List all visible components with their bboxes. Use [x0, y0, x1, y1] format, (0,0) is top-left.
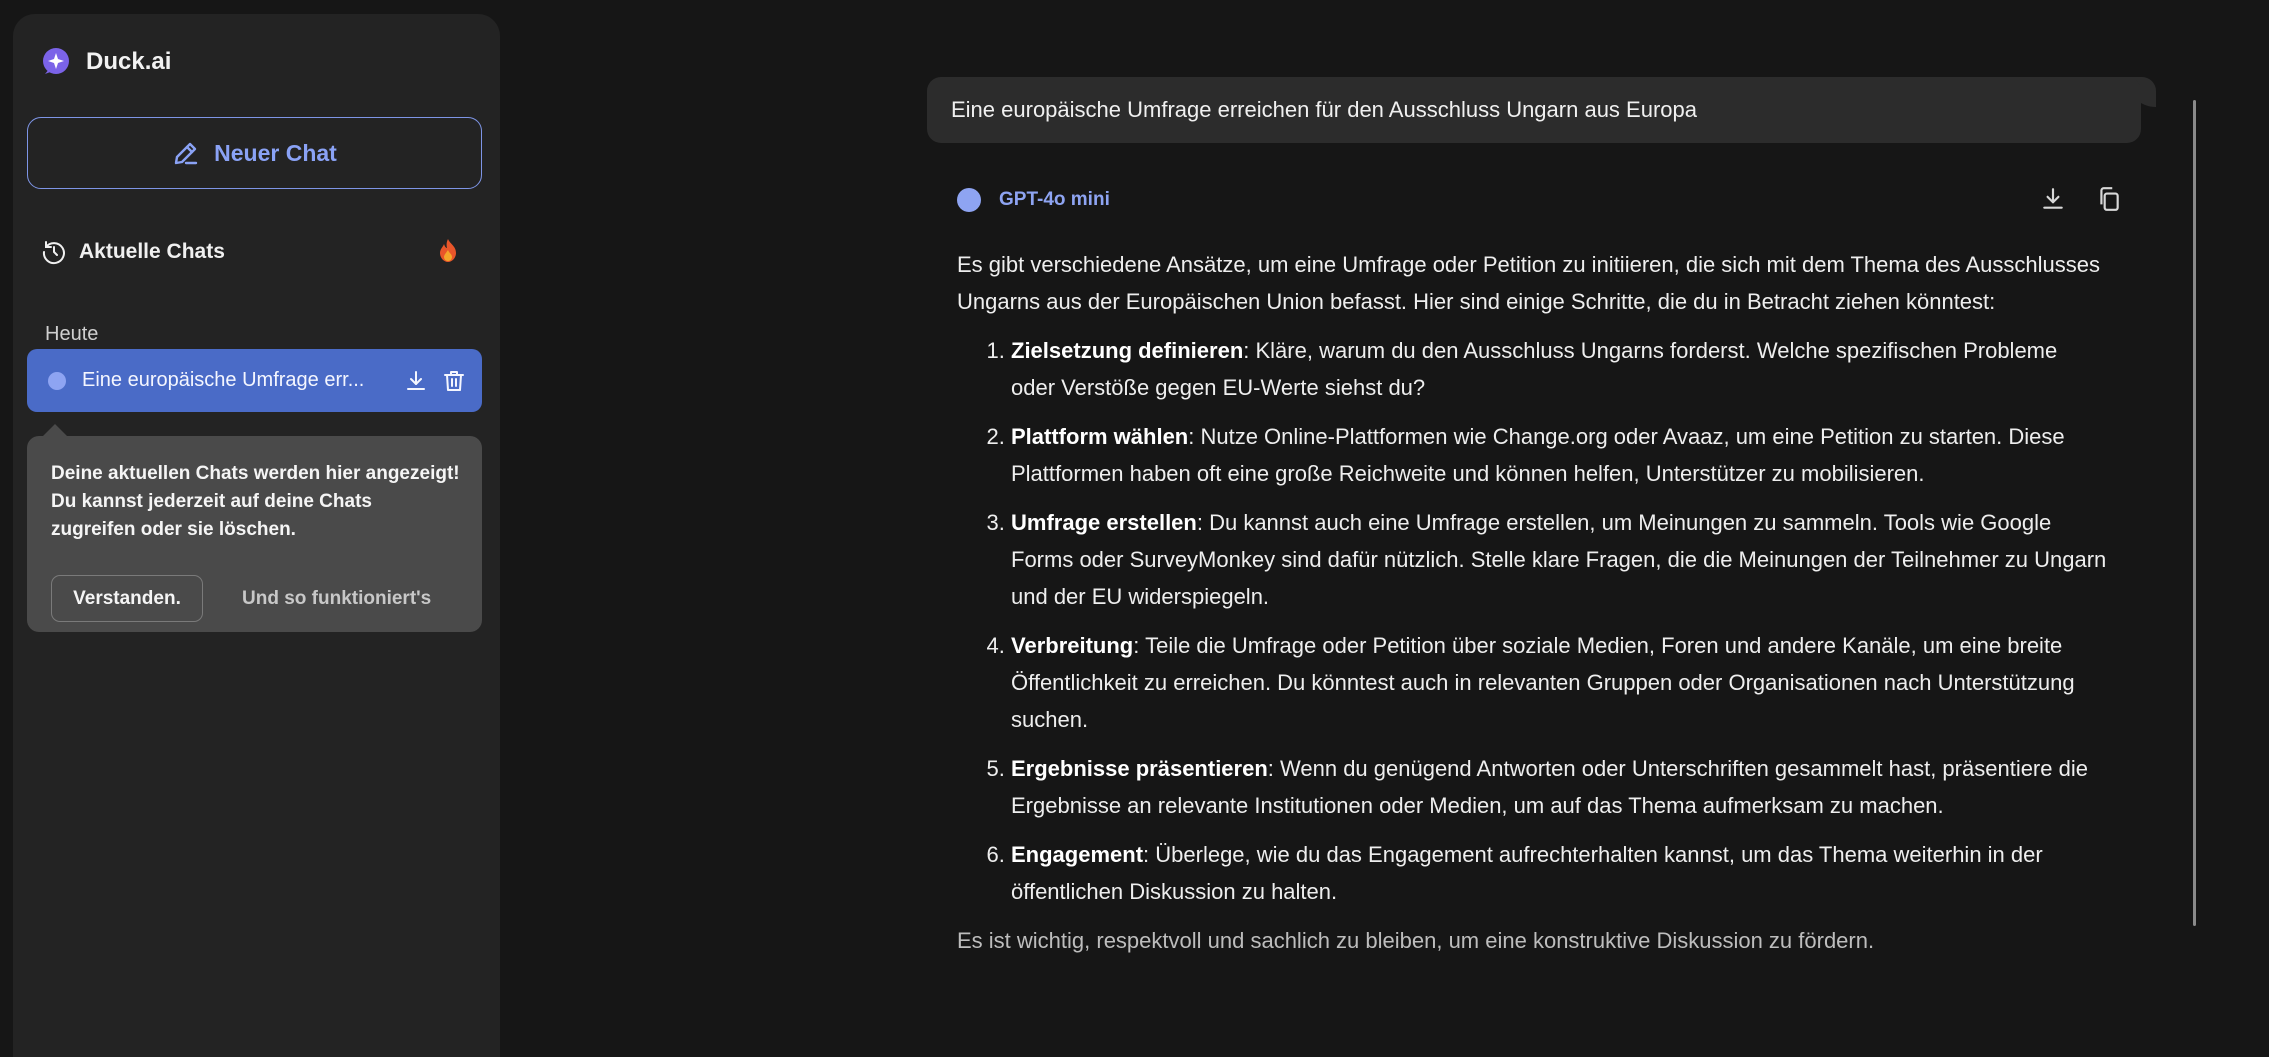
step-title: Verbreitung	[1011, 633, 1134, 658]
pencil-icon	[172, 139, 200, 167]
step-text: : Überlege, wie du das Engagement aufrechterhalten kannst, um das Thema weiterhin in der öffentlichen Diskussion zu halten.	[1011, 842, 2043, 904]
step-title: Zielsetzung definieren	[1011, 338, 1244, 363]
step-text: : Du kannst auch eine Umfrage erstellen, um Meinungen zu sammeln. Tools wie Google Forms oder SurveyMonkey sind dafür nützlich. Stelle klare Fragen, die die Meinungen der Teilnehmer zu Ungarn und der EU widerspiegeln.	[1011, 510, 2107, 609]
fire-icon[interactable]	[436, 237, 460, 269]
answer-intro: Es gibt verschiedene Ansätze, um eine Umfrage oder Petition zu initiieren, die sich mit dem Thema des Ausschlusses Ungarns aus der Europäischen Union befasst. Hier sind einige Schritte, die du in Betracht ziehen könntest:	[957, 252, 2100, 314]
answer-closing: Es ist wichtig, respektvoll und sachlich zu bleiben, um eine konstruktive Diskussion zu fördern.	[957, 928, 1875, 953]
new-chat-label: Neuer Chat	[214, 139, 337, 166]
answer-step	[1011, 627, 2107, 738]
step-text: : Teile die Umfrage oder Petition über soziale Medien, Foren und andere Kanäle, um eine breite Öffentlichkeit zu erreichen. Du könntest auch in relevanten Gruppen oder Organisationen nach Unterstützung suchen.	[1011, 633, 2075, 732]
user-message-text: Eine europäische Umfrage erreichen für den Ausschluss Ungarn aus Europa	[951, 97, 1697, 122]
recent-chats-title: Aktuelle Chats	[79, 240, 225, 263]
answer-step	[1011, 418, 2107, 492]
chat-list-item[interactable]	[27, 349, 482, 412]
step-text: : Kläre, warum du den Ausschluss Ungarns forderst. Welche spezifischen Probleme oder Verstöße gegen EU-Werte siehst du?	[1011, 338, 2058, 400]
answer-step	[1011, 332, 2107, 406]
chat-item-title: Eine europäische Umfrage err...	[82, 369, 365, 391]
model-avatar	[957, 188, 981, 212]
brand[interactable]	[41, 47, 171, 77]
scrollbar[interactable]	[2193, 100, 2196, 926]
step-text: : Nutze Online-Plattformen wie Change.org oder Avaaz, um eine Petition zu starten. Diese Plattformen haben oft eine große Reichweite und können helfen, Unterstützer zu mobilisieren.	[1011, 424, 2065, 486]
tooltip-text: Deine aktuellen Chats werden hier angezeigt! Du kannst jederzeit auf deine Chats zugreifen oder sie löschen.	[51, 463, 460, 540]
new-chat-button[interactable]	[27, 117, 482, 189]
step-title: Engagement	[1011, 842, 1144, 867]
message-actions	[2040, 186, 2122, 212]
recent-chats-header	[41, 239, 225, 265]
chat-item-actions	[404, 369, 466, 393]
recent-chats-tooltip	[27, 436, 482, 632]
history-icon	[41, 239, 67, 265]
trash-icon[interactable]	[442, 369, 466, 393]
step-title: Plattform wählen	[1011, 424, 1189, 449]
user-message	[927, 77, 2141, 143]
answer-step	[1011, 836, 2107, 910]
step-title: Ergebnisse präsentieren	[1011, 756, 1268, 781]
answer-steps	[957, 332, 2107, 910]
chat-model-dot	[48, 372, 66, 390]
copy-icon[interactable]	[2096, 186, 2122, 212]
step-text: : Wenn du genügend Antworten oder Unterschriften gesammelt hast, präsentiere die Ergebnisse an relevante Institutionen oder Medien, um auf das Thema aufmerksam zu machen.	[1011, 756, 2088, 818]
sidebar	[13, 14, 500, 1057]
answer-step	[1011, 750, 2107, 824]
step-title: Umfrage erstellen	[1011, 510, 1197, 535]
model-header	[957, 188, 1110, 212]
model-name: GPT-4o mini	[999, 189, 1110, 210]
download-icon[interactable]	[404, 369, 428, 393]
answer-step	[1011, 504, 2107, 615]
brand-name: Duck.ai	[86, 48, 172, 75]
duck-ai-logo-icon	[41, 47, 71, 77]
tooltip-ok-button[interactable]: Verstanden.	[51, 575, 203, 622]
download-icon[interactable]	[2040, 186, 2066, 212]
tooltip-how-link[interactable]: Und so funktioniert's	[242, 588, 432, 609]
bottom-fade	[900, 960, 2200, 1057]
today-label: Heute	[45, 323, 99, 345]
assistant-answer	[957, 246, 2107, 959]
